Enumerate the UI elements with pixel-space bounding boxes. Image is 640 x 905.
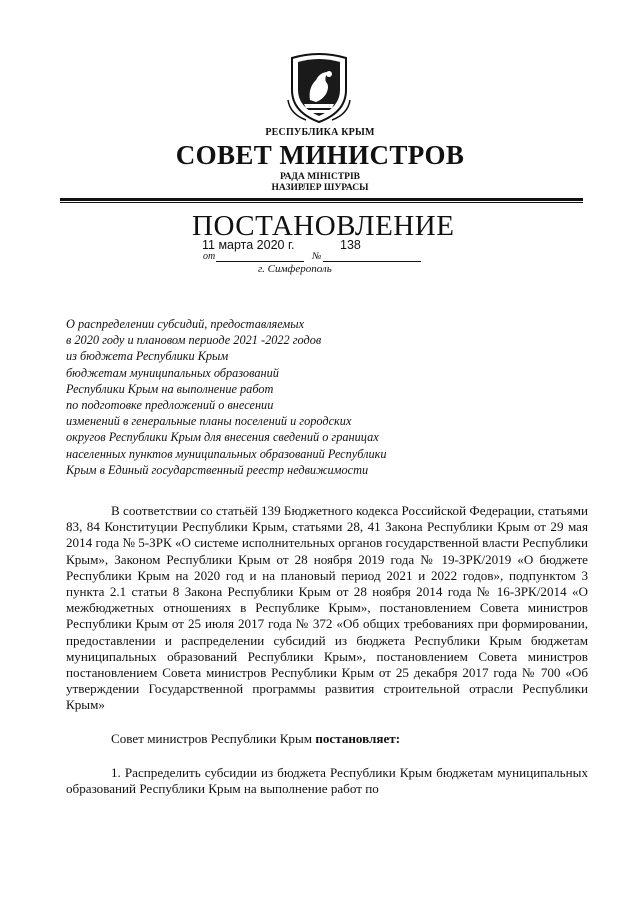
date-label: от — [203, 251, 216, 262]
resolve-keyword: постановляет: — [315, 730, 401, 746]
preamble-paragraph: В соответствии со статьёй 139 Бюджетного кодекса Российской Федерации, статьями 83, 84 Конституции Республики Крым, статьями 28, 41 Закона Республики Крым от 29 мая 2014 года № 5-ЗРК «О системе исполнительных органов государственной власти Республики Крым», Законом Республики Крым от 28 ноября 2019 года № 19-ЗРК/2019 «О бюджете Республики Крым на 2020 год и на плановый период 2021 и 2022 годов», подпунктом 3 пункта 2.1 статьи 8 Закона Республики Крым от 28 ноября 2014 года № 16-ЗРК/2014 «О межбюджетных отношениях в Республике Крым», постановлением Совета министров Республики Крым от 25 июля 2017 года № 372 «Об общих требованиях при формировании, предоставлении и распределении субсидий из бюджета Республики Крым бюджетам муниципальных образований Республики Крым», постановлением Совета министров постановлением Совета министров Республики Крым от 25 декабря 2017 года № 700 «Об утверждении Государственной программы развития строительной отрасли Республики Крым» — [66, 503, 588, 713]
date-underline — [216, 261, 304, 262]
number-underline — [323, 261, 421, 262]
decree-body — [66, 503, 588, 797]
subject-line: О распределении субсидий, предоставляемых — [66, 317, 305, 331]
council-title: СОВЕТ МИНИСТРОВ — [175, 140, 465, 170]
subject-line: бюджетам муниципальных образований — [66, 365, 279, 380]
document-type: ПОСТАНОВЛЕНИЕ — [192, 210, 455, 242]
resolve-prefix: Совет министров Республики Крым — [111, 730, 316, 746]
subject-line: округов Республики Крым для внесения сведений о границах — [66, 430, 379, 445]
header-rule-thin — [60, 202, 583, 203]
subject-line: из бюджета Республики Крым — [66, 349, 229, 364]
header-rule-thick — [60, 198, 583, 201]
council-title-ct: НАЗИРЛЕР ШУРАСЫ — [271, 183, 369, 193]
crimea-emblem-icon — [286, 50, 352, 124]
point-1: 1. Распределить субсидии из бюджета Республики Крым бюджетам муниципальных образований Республики Крым на выполнение работ по — [66, 764, 588, 797]
council-title-ua: РАДА МІНІСТРІВ — [279, 172, 360, 182]
subject-line: по подготовке предложений о внесении — [66, 398, 274, 413]
decree-number: 138 — [340, 238, 361, 252]
number-label: № — [312, 251, 322, 262]
city: г. Симферополь — [258, 263, 332, 275]
subject-line: в 2020 году и плановом периоде 2021 -2022 годов — [66, 333, 322, 348]
subject-line: Крым в Единый государственный реестр недвижимости — [66, 462, 369, 477]
resolve-line — [66, 731, 588, 747]
region-title: РЕСПУБЛИКА КРЫМ — [265, 127, 375, 138]
subject-line: Республики Крым на выполнение работ — [66, 381, 274, 396]
subject-line: населенных пунктов муниципальных образований Республики — [66, 446, 387, 461]
decree-subject — [66, 316, 387, 478]
decree-date: 11 марта 2020 г. — [202, 238, 295, 252]
subject-line: изменений в генеральные планы поселений и городских — [66, 414, 352, 429]
